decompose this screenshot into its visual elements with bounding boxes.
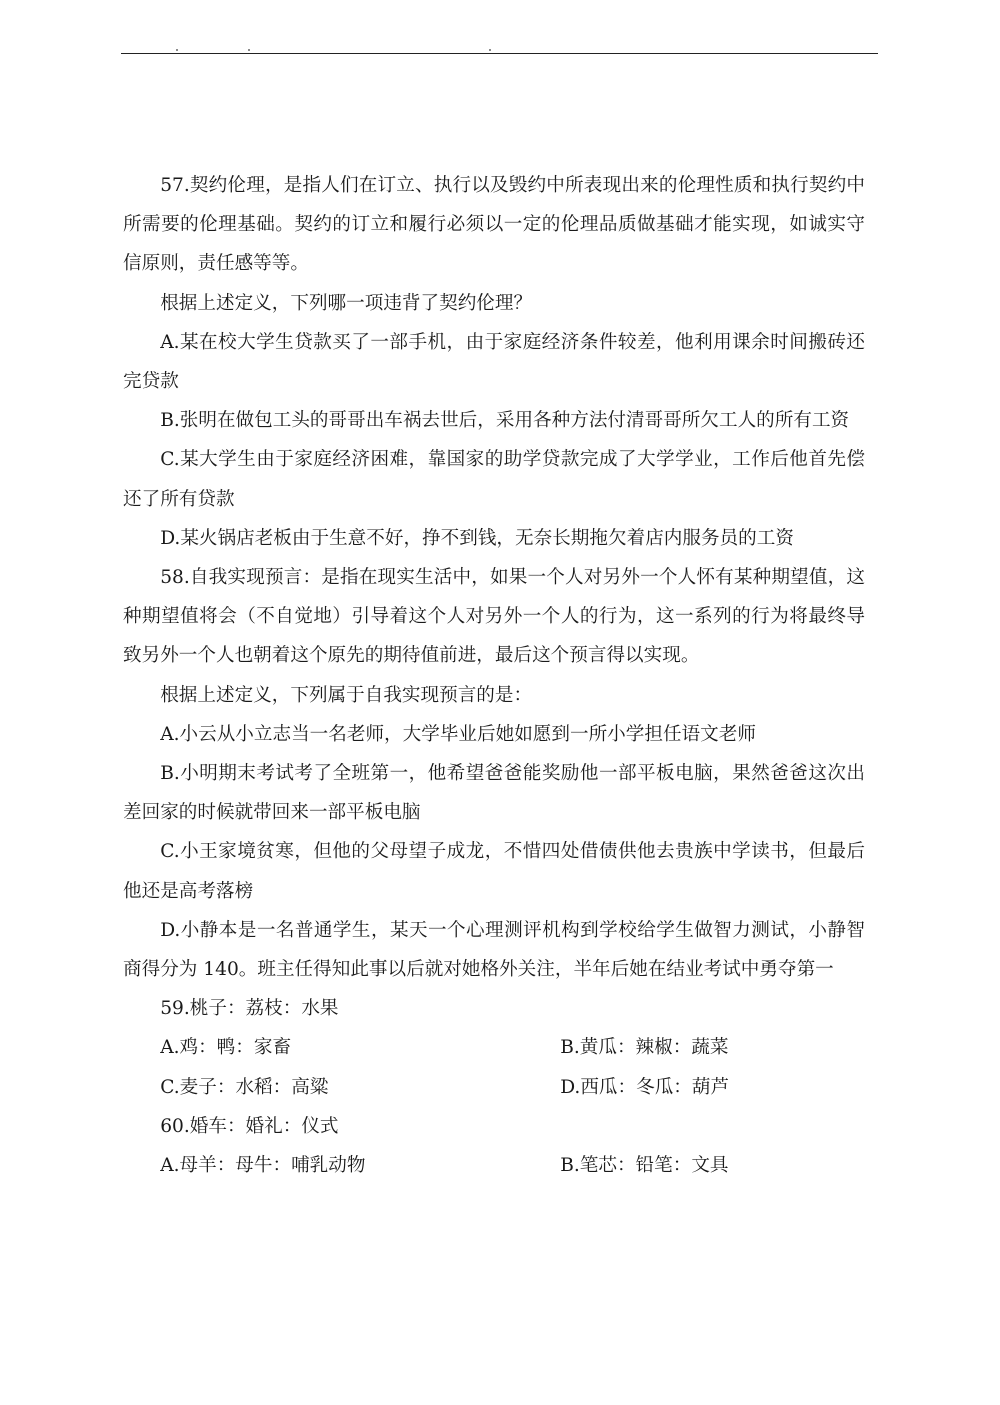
question-59-options-row-1 — [123, 1028, 865, 1067]
question-57-stem: 57.契约伦理，是指人们在订立、执行以及毁约中所表现出来的伦理性质和执行契约中所需要的伦理基础。契约的订立和履行必须以一定的伦理品质做基础才能实现，如诚实守信原则，责任感等等。 — [123, 175, 865, 275]
question-59-option-c: C.麦子：水稻：高粱 — [160, 1076, 329, 1098]
question-59-option-b: B.黄瓜：辣椒：蔬菜 — [560, 1037, 729, 1059]
question-59-option-d: D.西瓜：冬瓜：葫芦 — [560, 1076, 730, 1098]
question-57-option-b: B.张明在做包工头的哥哥出车祸去世后，采用各种方法付清哥哥所欠工人的所有工资 — [160, 410, 850, 432]
question-59-option-a: A.鸡：鸭：家畜 — [160, 1037, 292, 1059]
question-60-option-b: B.笔芯：铅笔：文具 — [560, 1155, 729, 1177]
question-58-option-b: B.小明期末考试考了全班第一，他希望爸爸能奖励他一部平板电脑，果然爸爸这次出差回家的时候就带回来一部平板电脑 — [123, 763, 865, 824]
question-57-prompt: 根据上述定义，下列哪一项违背了契约伦理？ — [160, 292, 533, 314]
question-57-option-d: D.某火锅店老板由于生意不好，挣不到钱，无奈长期拖欠着店内服务员的工资 — [160, 527, 794, 549]
header-rule — [121, 53, 878, 54]
question-57-option-c: C.某大学生由于家庭经济困难，靠国家的助学贷款完成了大学学业，工作后他首先偿还了所有贷款 — [123, 449, 865, 510]
document-body — [123, 166, 865, 1185]
question-57-option-a: A.某在校大学生贷款买了一部手机，由于家庭经济条件较差，他利用课余时间搬砖还完贷款 — [123, 331, 865, 393]
question-58-option-a: A.小云从小立志当一名老师，大学毕业后她如愿到一所小学担任语文老师 — [160, 723, 756, 745]
question-58-prompt: 根据上述定义，下列属于自我实现预言的是： — [160, 684, 533, 706]
question-58-option-d: D.小静本是一名普通学生，某天一个心理测评机构到学校给学生做智力测试，小静智商得分为 140。班主任得知此事以后就对她格外关注，半年后她在结业考试中勇夺第一 — [123, 919, 865, 981]
question-59-stem: 59.桃子：荔枝：水果 — [160, 998, 339, 1020]
header-mark — [176, 49, 178, 51]
header-mark — [248, 49, 250, 51]
question-59-options-row-2 — [123, 1068, 865, 1107]
question-60-option-a: A.母羊：母牛：哺乳动物 — [160, 1155, 366, 1177]
question-60-stem: 60.婚车：婚礼：仪式 — [160, 1115, 339, 1137]
question-58-option-c: C.小王家境贫寒，但他的父母望子成龙，不惜四处借债供他去贵族中学读书，但最后他还是高考落榜 — [123, 841, 865, 902]
question-58-stem: 58.自我实现预言：是指在现实生活中，如果一个人对另外一个人怀有某种期望值，这种期望值将会（不自觉地）引导着这个人对另外一个人的行为，这一系列的行为将最终导致另外一个人也朝着这个原先的期待值前进，最后这个预言得以实现。 — [123, 567, 865, 667]
header-mark — [489, 49, 491, 51]
question-60-options-row-1 — [123, 1146, 865, 1185]
